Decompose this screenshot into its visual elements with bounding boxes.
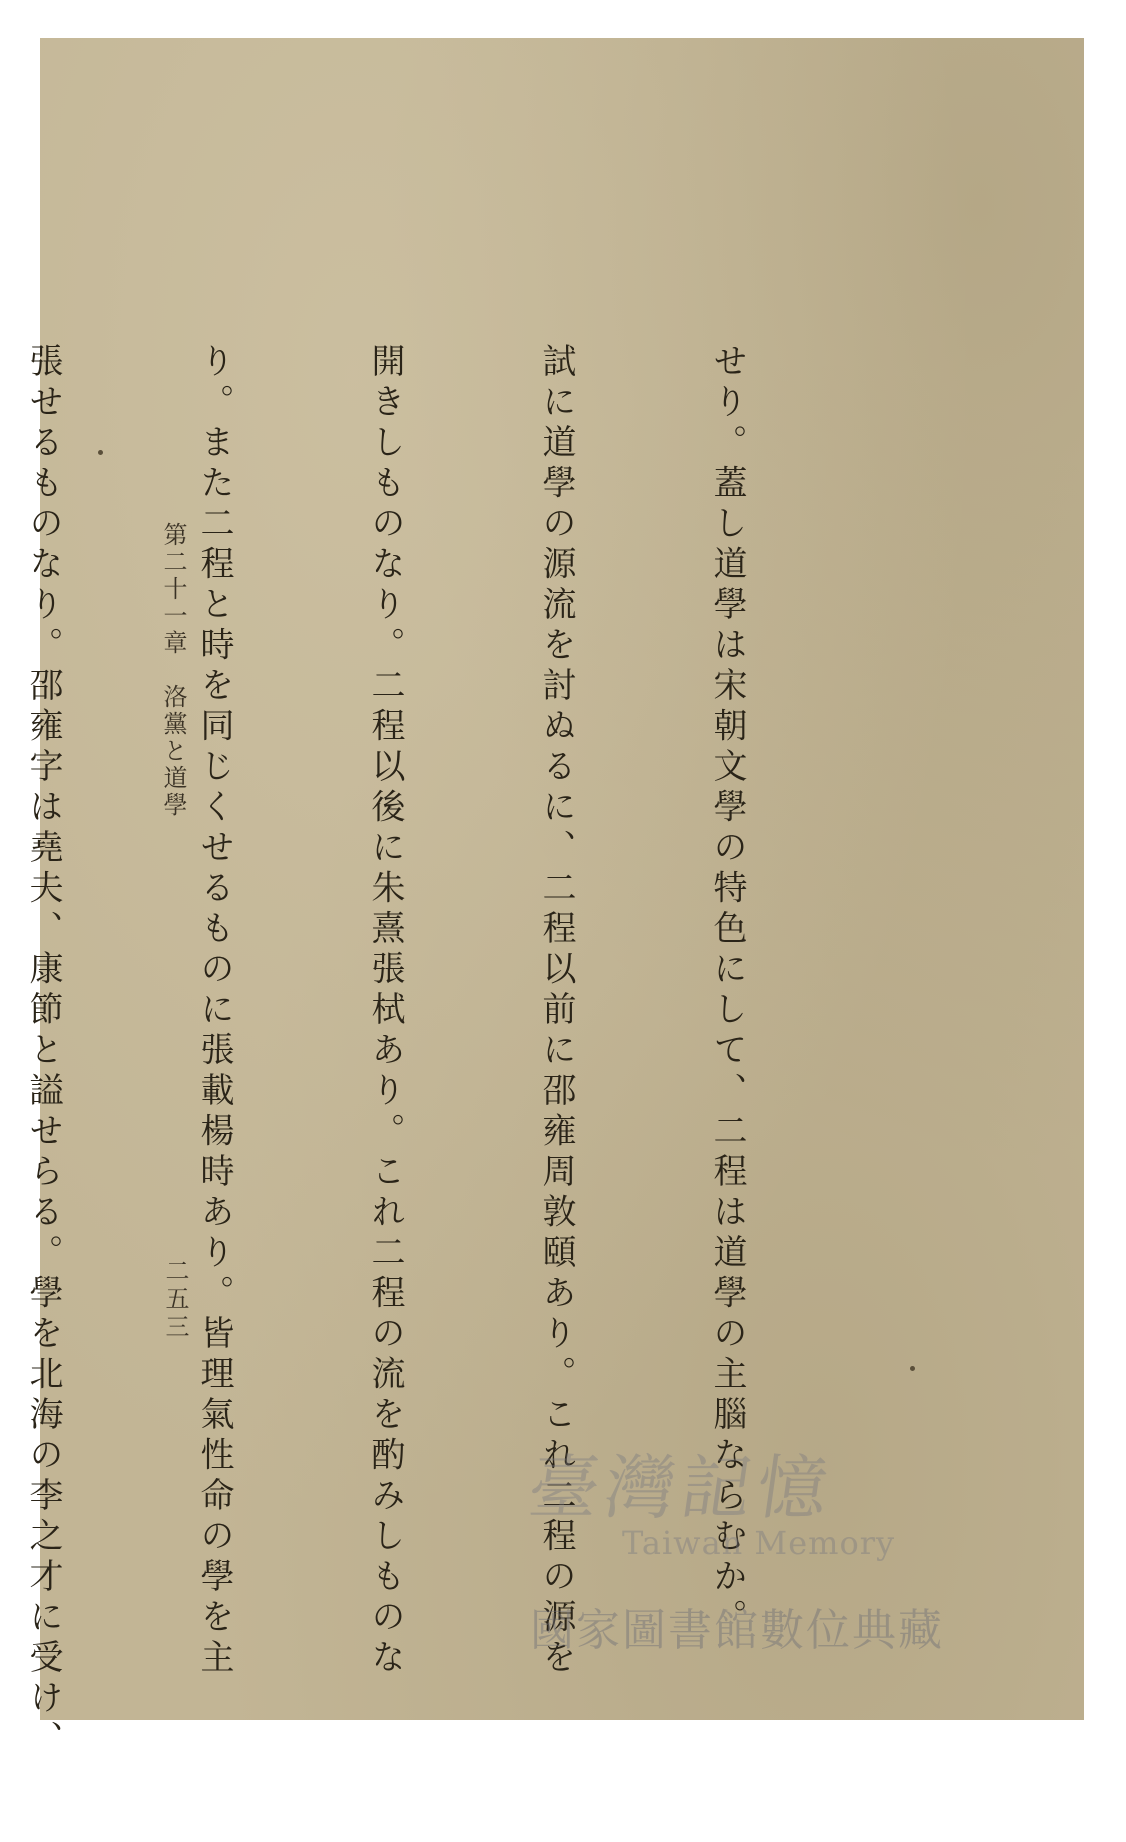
watermark [523, 1408, 1090, 1738]
ink-speck-decoration [910, 1366, 915, 1371]
text-line: 開きしものなり。二程以後に朱熹張栻あり。これ二程の流を酌みしものな [365, 343, 405, 1680]
watermark-english: Taiwan Memory [622, 1524, 896, 1562]
running-head: 第二十一章 洛黨と道學 [159, 522, 187, 819]
book-page [23, 38, 1084, 1761]
page-number: 二五三 [161, 1258, 189, 1342]
watermark-subtitle: 國家圖書館數位典藏 [530, 1605, 944, 1656]
text-line: 張せるものなり。邵雍字は堯夫、康節と謚せらる。學を北海の李之才に受け、 [23, 343, 63, 1761]
ink-speck-decoration [98, 450, 103, 455]
text-line: り。また二程と時を同じくせるものに張載楊時あり。皆理氣性命の學を主 [194, 343, 234, 1680]
text-line: 試に道學の源流を討ぬるに、二程以前に邵雍周敦頤あり。これ二程の源を [536, 343, 576, 1680]
watermark-chinese: 臺灣記憶 [523, 1447, 839, 1529]
text-line: せり。蓋し道學は宋朝文學の特色にして、二程は道學の主腦ならむか。 [707, 343, 747, 1639]
